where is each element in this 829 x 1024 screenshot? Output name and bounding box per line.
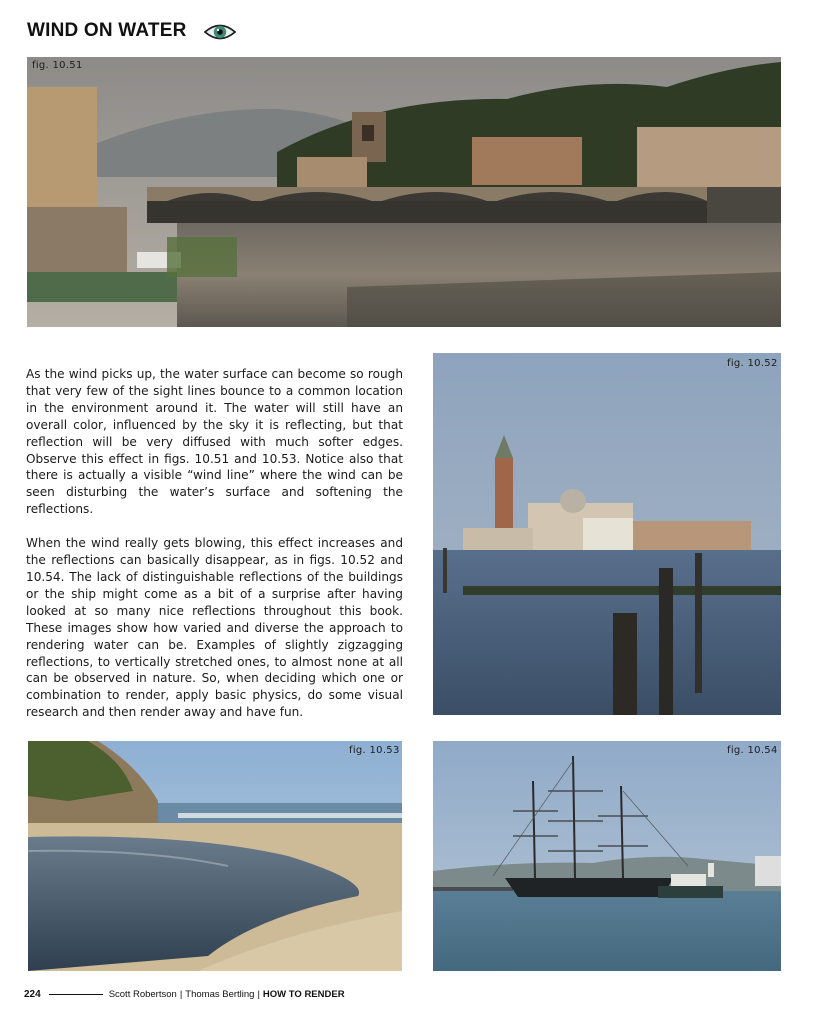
- photo-fig-10-54: [433, 741, 781, 971]
- book-title: HOW TO RENDER: [262, 989, 345, 1000]
- figure-label: fig. 10.53: [349, 745, 400, 756]
- author-name: Thomas Bertling: [185, 989, 255, 1000]
- separator: |: [257, 989, 260, 1000]
- paragraph: As the wind picks up, the water surface can become so rough that very few of the sight lines bounce to a common location in the environment around it. The water will still have an overall color, influenced by the sky it is reflecting, but that reflection will be very diffused with much softer edges. Observe this effect in figs. 10.51 and 10.53. Notice also that there is actually a visible “wind line” where the wind can be seen disturbing the water’s surface and softening the reflections.: [26, 367, 403, 517]
- separator: |: [179, 989, 183, 1000]
- figure-label: fig. 10.54: [727, 745, 778, 756]
- eye-icon: [204, 21, 236, 43]
- author-name: Scott Robertson: [108, 989, 177, 1000]
- footer-rule: [49, 994, 103, 995]
- photo-fig-10-51: [27, 57, 781, 327]
- page-footer: [24, 989, 345, 1000]
- page-title: WIND ON WATER: [27, 20, 187, 41]
- body-text: [26, 366, 403, 738]
- photo-fig-10-52: [433, 353, 781, 715]
- paragraph: When the wind really gets blowing, this effect increases and the reflections can basically disappear, as in figs. 10.52 and 10.54. The lack of distinguishable reflections of the buildings or the ship might come as a bit of a surprise after having looked at so many nice reflections throughout this book. These images show how varied and diverse the approach to rendering water can be. Examples of slightly zigzagging reflections, to vertically stretched ones, to almost none at all can be observed in nature. So, when deciding which one or combination to render, apply basic physics, do some visual research and then render away and have fun.: [26, 536, 403, 720]
- photo-fig-10-53: [28, 741, 402, 971]
- figure-label: fig. 10.51: [32, 60, 83, 71]
- page-number: 224: [24, 989, 41, 1000]
- figure-label: fig. 10.52: [727, 358, 778, 369]
